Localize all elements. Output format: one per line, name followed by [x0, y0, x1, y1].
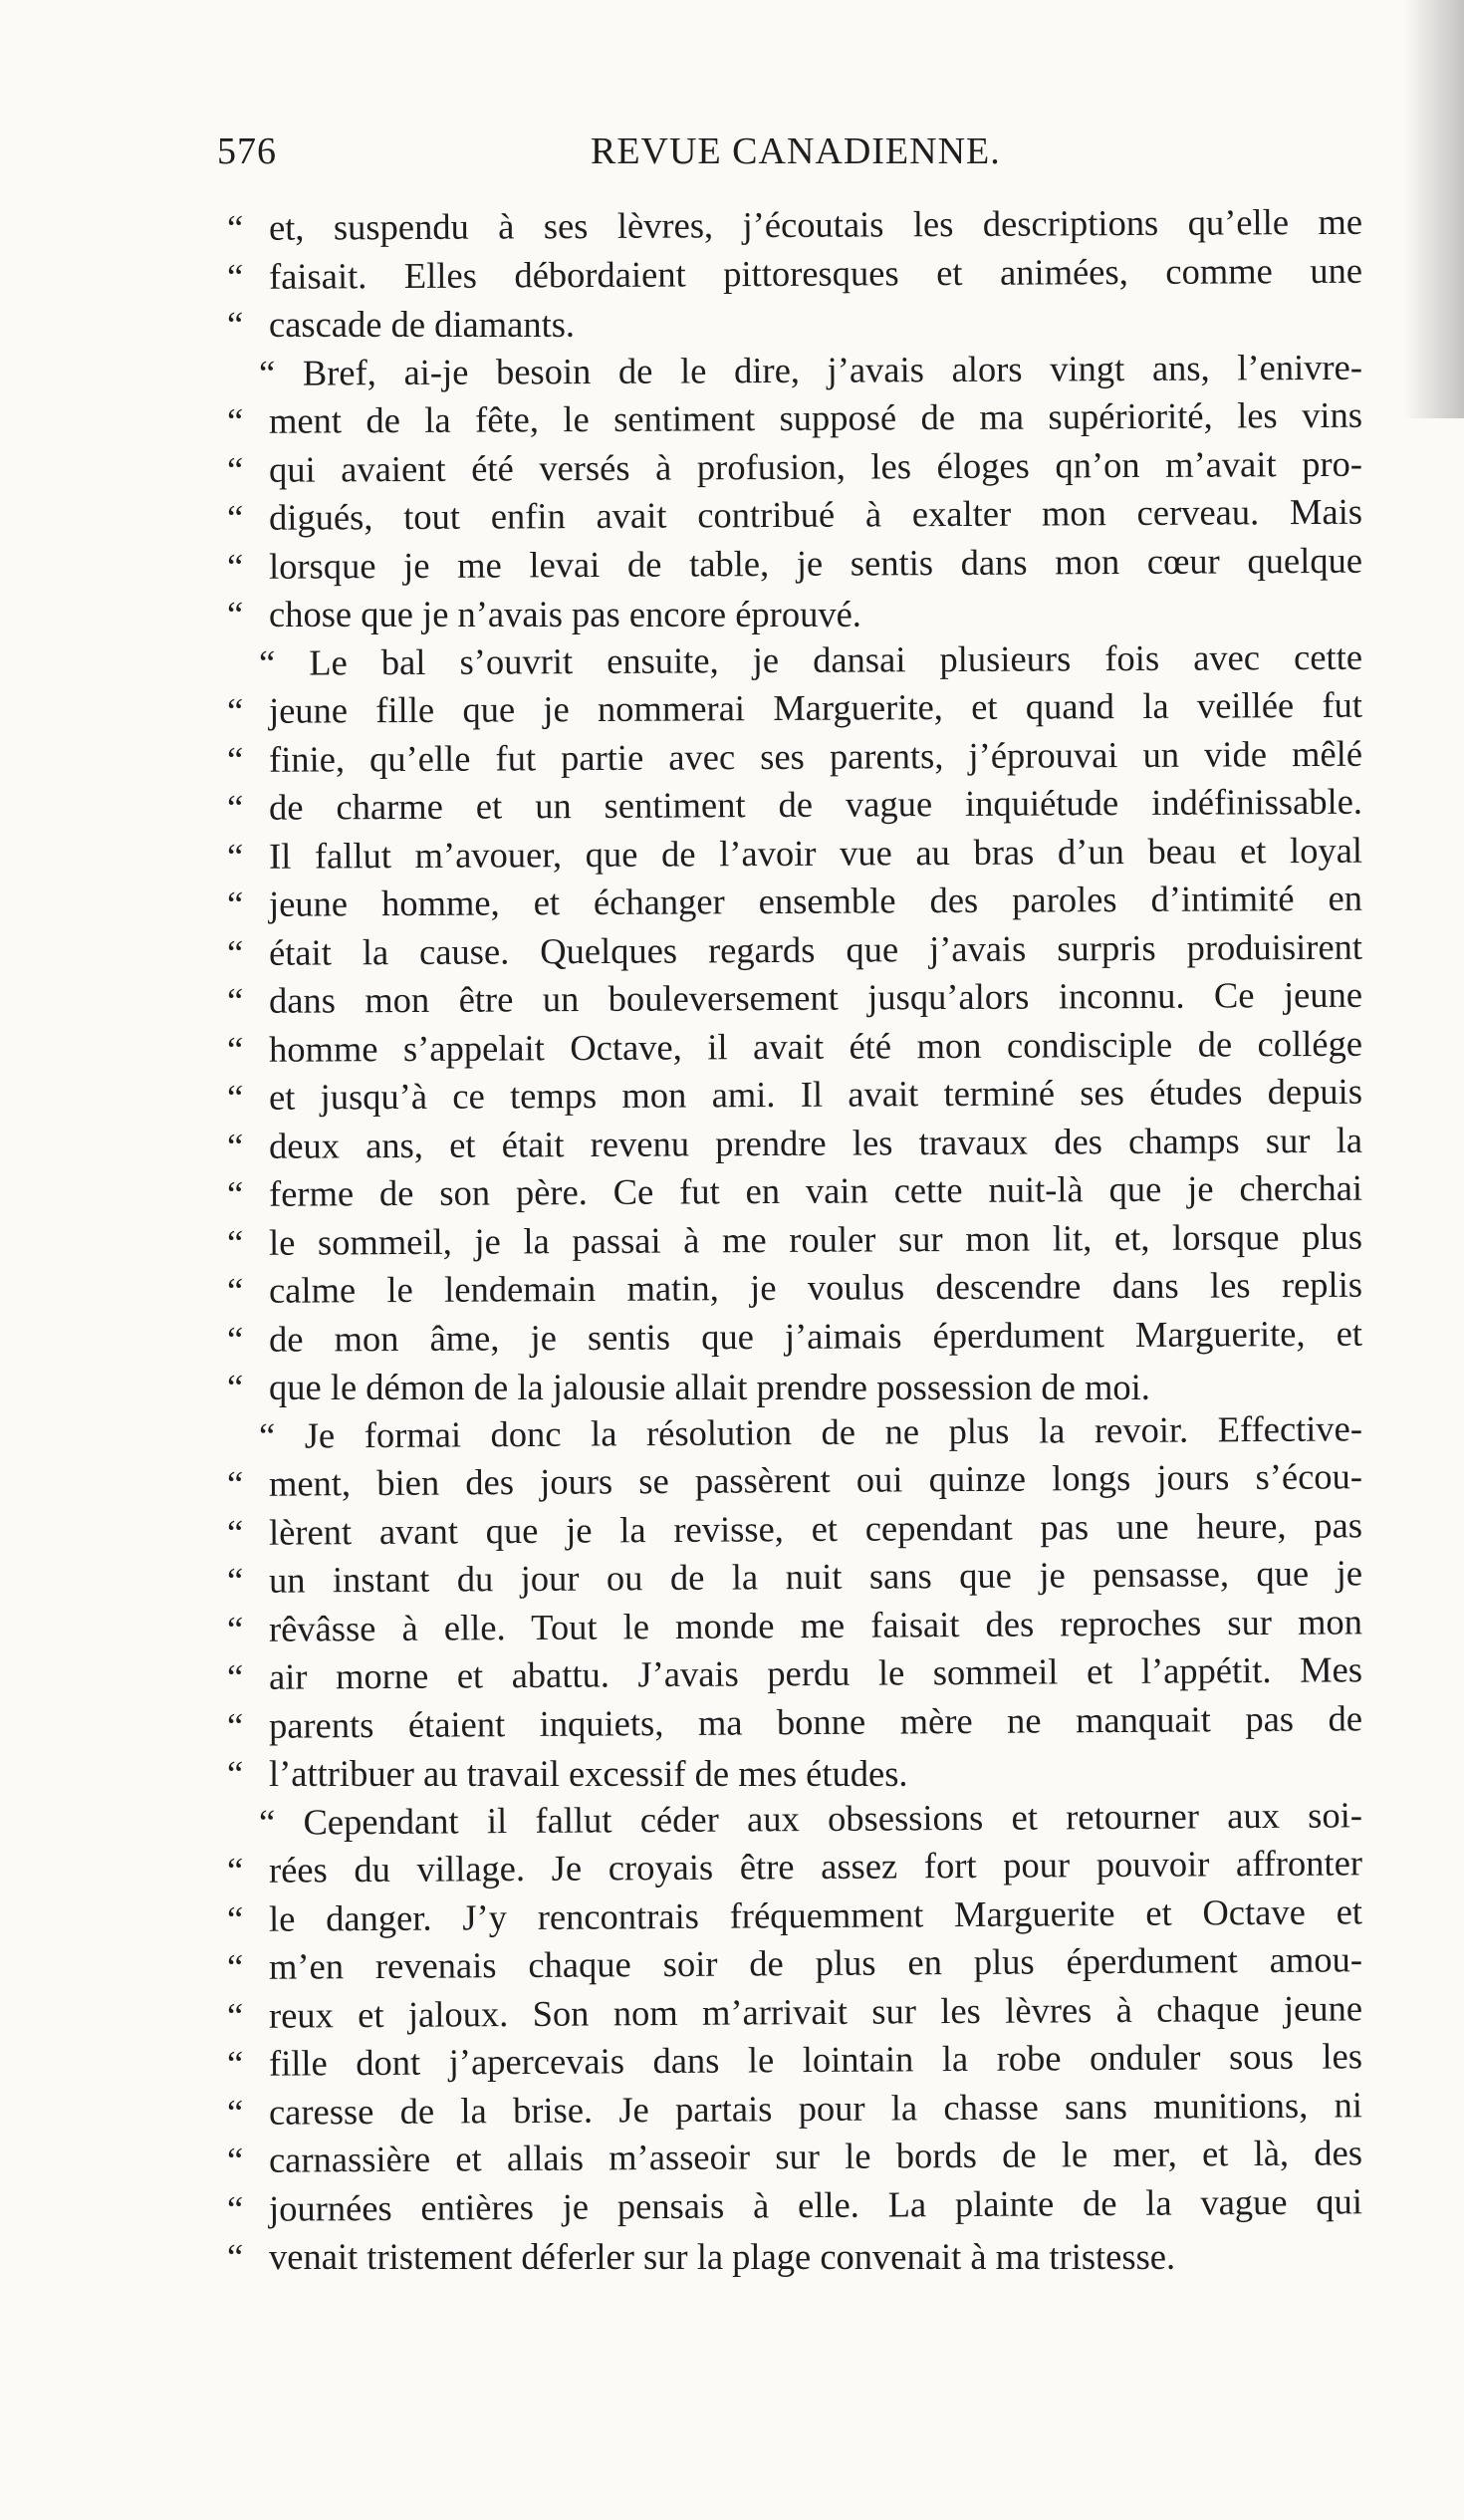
text-line [227, 971, 1362, 1026]
line-text: lorsque je me levai de table, je sentis dans mon cœur quelque [268, 539, 1363, 587]
line-text: était la cause. Quelques regards que j’avais surpris produisirent [268, 925, 1363, 973]
line-text: ment de la fête, le sentiment supposé de ma supériorité, les vins [268, 393, 1363, 441]
text-line [227, 875, 1362, 929]
line-text: jeune fille que je nommerai Marguerite, et quand la veillée fut [268, 683, 1363, 731]
quote-mark: “ [226, 1318, 244, 1360]
quote-mark: “ [226, 1897, 244, 1939]
text-line [227, 246, 1362, 301]
line-text: calme le lendemain matin, je voulus descendre dans les replis [268, 1263, 1363, 1311]
text-line [227, 2032, 1362, 2088]
quote-mark: “ [226, 2187, 244, 2229]
line-text: digués, tout enfin avait contribué à exalter mon cerveau. Mais [268, 490, 1363, 538]
text-line [227, 1116, 1362, 1170]
text-line [227, 1839, 1362, 1894]
text-line [227, 1212, 1362, 1267]
text-line [227, 681, 1362, 736]
line-text: qui avaient été versés à profusion, les éloges qn’on m’avait pro- [268, 442, 1363, 490]
quote-mark: “ [227, 1753, 244, 1794]
line-text: finie, qu’elle fut partie avec ses parents, j’éprouvai un vide mêlé [268, 732, 1363, 780]
quote-mark: “ [226, 206, 244, 248]
line-text: deux ans, et était revenu prendre les travaux des champs sur la [268, 1119, 1363, 1166]
quote-mark: “ [226, 1849, 244, 1890]
line-text: le danger. J’y rencontrais fréquemment Marguerite et Octave et [268, 1890, 1363, 1939]
page-number: 576 [217, 130, 277, 172]
line-text: caresse de la brise. Je partais pour la chasse sans munitions, ni [268, 2083, 1363, 2133]
line-text: l’attribuer au travail excessif de mes études. [269, 1753, 908, 1794]
line-text: de mon âme, je sentis que j’aimais éperdument Marguerite, et [268, 1312, 1363, 1360]
quote-mark: “ [226, 1945, 244, 1987]
text-line [227, 343, 1362, 397]
text-line [227, 1452, 1362, 1508]
text-line [227, 1645, 1362, 1701]
line-text: ment, bien des jours se passèrent oui quinze longs jours s’écou- [268, 1455, 1363, 1504]
line-text: fille dont j’apercevais dans le lointain la robe onduler sous les [268, 2035, 1363, 2084]
text-line [227, 591, 1362, 639]
text-line [227, 826, 1362, 881]
quote-mark: “ [226, 835, 244, 877]
line-text: ferme de son père. Ce fut en vain cette nuit-là que je cherchai [268, 1166, 1363, 1214]
quote-mark: “ [227, 594, 244, 634]
line-text: et, suspendu à ses lèvres, j’écoutais les descriptions qu’elle me [268, 200, 1363, 248]
quote-mark: “ [226, 1028, 244, 1070]
text-line [227, 1549, 1362, 1605]
quote-mark: “ [226, 1221, 244, 1263]
quote-mark: “ [226, 786, 244, 828]
text-line [227, 632, 1362, 687]
quote-mark: “ [226, 448, 244, 490]
line-text: lèrent avant que je la revisse, et cependant pas une heure, pas [268, 1503, 1363, 1553]
text-line [227, 729, 1362, 784]
line-text: dans mon être un bouleversement jusqu’alors inconnu. Ce jeune [268, 973, 1363, 1021]
text-line [227, 301, 1362, 350]
line-text: “ Je formai donc la résolution de ne plus la revoir. Effective- [258, 1406, 1363, 1456]
text-line [227, 1404, 1362, 1460]
text-line [227, 1888, 1362, 1943]
text-line [227, 778, 1362, 833]
line-text: journées entières je pensais à elle. La plainte de la vague qui [268, 2179, 1363, 2229]
quote-mark: “ [226, 2139, 244, 2180]
page-header [217, 129, 1372, 189]
line-text: faisait. Elles débordaient pittoresques et animées, comme une [268, 249, 1363, 297]
quote-mark: “ [226, 689, 244, 731]
quote-mark: “ [226, 1608, 244, 1649]
text-line [227, 1750, 1362, 1799]
text-line [227, 1019, 1362, 1074]
line-text: reux et jaloux. Son nom m’arrivait sur les lèvres à chaque jeune [268, 1986, 1363, 2036]
line-text: de charme et un sentiment de vague inquiétude indéfinissable. [268, 780, 1363, 828]
text-line [227, 1309, 1362, 1364]
quote-mark: “ [227, 1367, 244, 1407]
text-line [227, 1791, 1362, 1847]
line-text: parents étaient inquiets, ma bonne mère ne manquait pas de [268, 1696, 1363, 1746]
quote-mark: “ [226, 979, 244, 1021]
quote-mark: “ [226, 399, 244, 441]
text-line [227, 1694, 1362, 1750]
line-text: et jusqu’à ce temps mon ami. Il avait terminé ses études depuis [268, 1070, 1363, 1118]
line-text: “ Bref, ai-je besoin de le dire, j’avais alors vingt ans, l’enivre- [258, 346, 1363, 393]
text-line [227, 2081, 1362, 2137]
line-text: “ Le bal s’ouvrit ensuite, je dansai plusieurs fois avec cette [258, 635, 1363, 683]
line-text: air morne et abattu. J’avais perdu le sommeil et l’appétit. Mes [268, 1648, 1363, 1697]
line-text: un instant du jour ou de la nuit sans que je pensasse, que je [268, 1552, 1363, 1601]
line-text: rêvâsse à elle. Tout le monde me faisait des reproches sur mon [268, 1600, 1363, 1649]
text-line [227, 2233, 1362, 2282]
quote-mark: “ [226, 1462, 244, 1504]
quote-mark: “ [227, 2236, 244, 2277]
text-line [227, 1935, 1362, 1991]
quote-mark: “ [226, 2091, 244, 2133]
text-line [227, 1501, 1362, 1557]
quote-mark: “ [226, 1125, 244, 1166]
quote-mark: “ [226, 496, 244, 538]
text-line [227, 1364, 1362, 1412]
quote-mark: “ [226, 1704, 244, 1746]
line-text: Il fallut m’avouer, que de l’avoir vue au bras d’un beau et loyal [268, 829, 1363, 877]
text-line [227, 2129, 1362, 2184]
text-line [227, 198, 1362, 253]
text-line [227, 1984, 1362, 2040]
line-text: carnassière et allais m’asseoir sur le bords de le mer, et là, des [268, 2132, 1363, 2180]
line-text: homme s’appelait Octave, il avait été mon condisciple de collége [268, 1022, 1363, 1070]
quote-mark: “ [227, 304, 244, 345]
line-text: venait tristement déferler sur la plage convenait à ma tristesse. [269, 2236, 1176, 2277]
body-text [226, 200, 1363, 2282]
text-line [227, 439, 1362, 494]
quote-mark: “ [226, 738, 244, 780]
text-line [227, 922, 1362, 977]
quote-mark: “ [226, 1511, 244, 1553]
page-edge-shadow [1404, 0, 1464, 418]
quote-mark: “ [226, 1076, 244, 1118]
quote-mark: “ [226, 1269, 244, 1311]
quote-mark: “ [226, 1994, 244, 2036]
quote-mark: “ [226, 255, 244, 297]
line-text: m’en revenais chaque soir de plus en plus éperdument amou- [268, 1938, 1363, 1987]
line-text: rées du village. Je croyais être assez fort pour pouvoir affronter [268, 1842, 1363, 1890]
line-text: “ Cependant il fallut céder aux obsessions et retourner aux soi- [258, 1793, 1363, 1843]
text-line [227, 536, 1362, 591]
text-line [227, 1261, 1362, 1316]
quote-mark: “ [226, 2042, 244, 2084]
line-text: que le démon de la jalousie allait prendre possession de moi. [269, 1367, 1150, 1407]
text-line [227, 488, 1362, 543]
quote-mark: “ [226, 882, 244, 924]
line-text: jeune homme, et échanger ensemble des paroles d’intimité en [268, 877, 1363, 924]
quote-mark: “ [226, 1655, 244, 1697]
quote-mark: “ [226, 1559, 244, 1601]
line-text: cascade de diamants. [269, 304, 576, 345]
text-line [227, 1598, 1362, 1653]
running-title: REVUE CANADIENNE. [591, 130, 1001, 172]
line-text: chose que je n’avais pas encore éprouvé. [269, 594, 861, 634]
quote-mark: “ [226, 1172, 244, 1214]
line-text: le sommeil, je la passai à me rouler sur mon lit, et, lorsque plus [268, 1215, 1363, 1263]
text-line [227, 1164, 1362, 1219]
text-line [227, 2177, 1362, 2233]
text-line [227, 1068, 1362, 1123]
quote-mark: “ [226, 545, 244, 587]
quote-mark: “ [226, 931, 244, 973]
text-line [227, 391, 1362, 446]
